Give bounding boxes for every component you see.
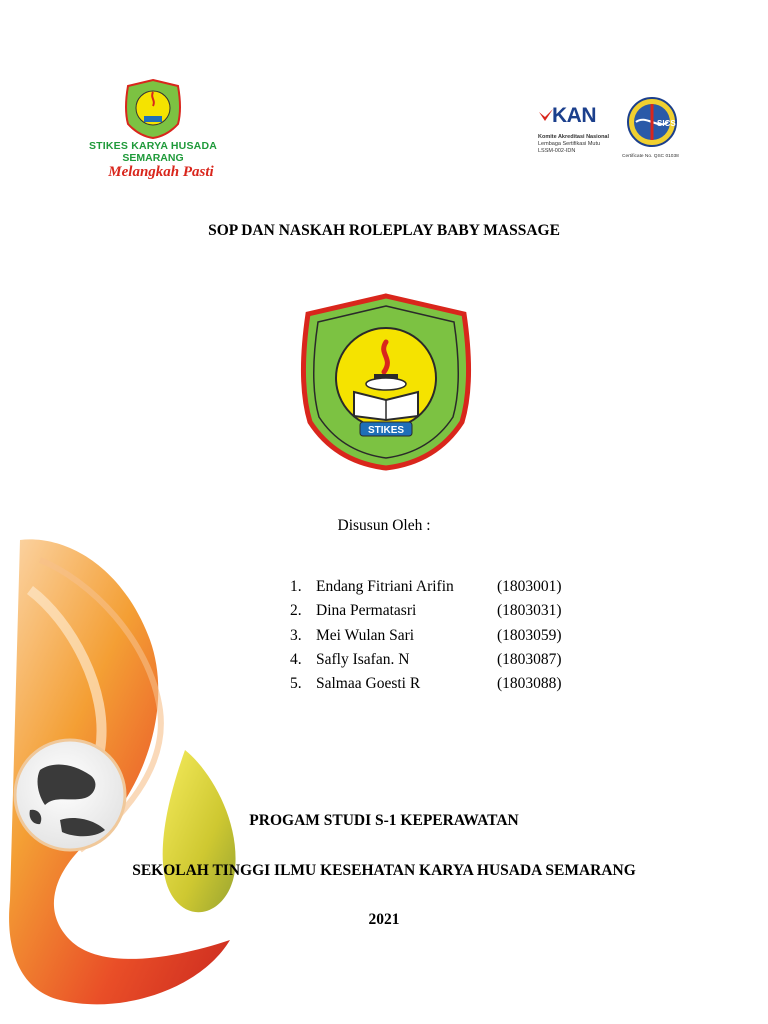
author-number: 1. [290, 578, 302, 595]
author-name: Endang Fitriani Arifin [316, 578, 454, 595]
author-number: 2. [290, 602, 302, 620]
author-list [290, 578, 590, 699]
list-item [290, 651, 590, 675]
sics-certification-logo [622, 96, 684, 166]
author-nim: (1803088) [497, 675, 562, 693]
author-name: Mei Wulan Sari [316, 626, 415, 644]
list-item [290, 627, 590, 651]
author-number: 4. [290, 650, 302, 668]
author-name: Dina Permatasri [316, 602, 417, 620]
author-number: 5. [290, 675, 302, 693]
study-program: PROGAM STUDI S-1 KEPERAWATAN [249, 812, 519, 829]
author-nim: (1803031) [497, 602, 562, 620]
sics-globe-icon [626, 96, 678, 148]
kan-line-2: Lembaga Sertifikasi Mutu [538, 141, 601, 147]
decorative-swoosh-graphic [0, 520, 300, 1024]
kan-line-3: LSSM-002-IDN [538, 148, 576, 154]
school-name: SEKOLAH TINGGI ILMU KESEHATAN KARYA HUSADA SEMARANG [132, 862, 636, 879]
stikes-emblem-logo [296, 292, 476, 472]
kan-line-1: Komite Akreditasi Nasional [538, 134, 610, 140]
institution-logo-header [78, 78, 228, 188]
document-title: SOP DAN NASKAH ROLEPLAY BABY MASSAGE [208, 222, 560, 239]
brand-line-1: STIKES KARYA HUSADA [88, 140, 218, 152]
document-year: 2021 [368, 911, 400, 928]
author-number: 3. [290, 626, 302, 644]
author-nim: (1803087) [497, 650, 562, 668]
brand-line-2: SEMARANG [122, 152, 184, 164]
author-nim: (1803059) [497, 626, 562, 644]
kan-word: KAN [552, 104, 596, 127]
tagline: Melangkah Pasti [108, 164, 214, 180]
sics-certificate-number: Certificate No. QSC 01038 [622, 154, 679, 159]
institution-shield-icon [122, 78, 184, 140]
author-nim: (1803001) [497, 578, 562, 595]
list-item [290, 578, 590, 602]
author-heading: Disusun Oleh : [337, 517, 431, 534]
list-item [290, 675, 590, 699]
author-name: Salmaa Goesti R [316, 675, 421, 693]
kan-accreditation-logo [538, 104, 626, 158]
list-item [290, 602, 590, 626]
author-name: Safly Isafan. N [316, 650, 410, 668]
sics-word: SICS [657, 119, 676, 128]
emblem-badge-text: STIKES [367, 425, 405, 436]
